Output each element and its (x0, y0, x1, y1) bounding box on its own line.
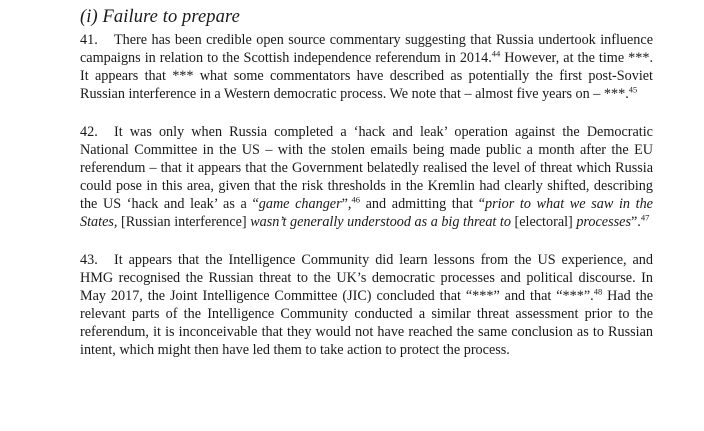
paragraph-text: ”. (630, 214, 641, 230)
section-heading: (i) Failure to prepare (80, 7, 240, 27)
footnote-ref[interactable]: 45 (628, 84, 638, 95)
paragraph-text: [electoral] (510, 214, 577, 230)
paragraph-42 (80, 123, 653, 231)
paragraph-text: It appears that the Intelligence Community did learn lessons from the US experience, and HMG recognised the Russian threat to the UK’s democratic processes and political discourse. In May 2017, the Joint Intelligence Committee (JIC) concluded that “***” and that “***”. (80, 252, 653, 304)
footnote-ref[interactable]: 47 (640, 212, 650, 223)
paragraph-text: ”, (341, 196, 352, 212)
quoted-text: wasn’t generally understood as a big threat to (250, 214, 511, 230)
quoted-text: processes (576, 214, 631, 230)
paragraph-text: However, at the time ***. It appears that *** what some commentators have described as potentially the first post-Soviet Russian interference in a Western democratic process. We note that – almost five years on – ***. (80, 50, 653, 102)
paragraph-text: [Russian interference] (117, 214, 251, 230)
footnote-ref[interactable]: 48 (593, 286, 603, 297)
paragraph-43 (80, 251, 653, 359)
document-page (80, 6, 653, 379)
paragraph-number: 42. (80, 124, 98, 140)
paragraph-text: It was only when Russia completed a ‘hack and leak’ operation against the Democratic National Committee in the US – with the stolen emails being made public a month after the EU referendum – that it appears that the Government belatedly realised the level of threat which Russia could pose in this area, given that the risk thresholds in the Kremlin had clearly shifted, describing the US ‘hack and leak’ as a “ (80, 124, 653, 212)
paragraph-number: 41. (80, 32, 98, 48)
quoted-text: game changer (258, 196, 342, 212)
footnote-ref[interactable]: 46 (351, 194, 360, 205)
footnote-ref[interactable]: 44 (491, 48, 501, 59)
quoted-text: prior to what we saw in the States, (80, 196, 653, 230)
paragraph-41 (80, 31, 653, 103)
paragraph-text: and admitting that “ (359, 196, 486, 212)
paragraph-text: There has been credible open source commentary suggesting that Russia undertook influence campaigns in relation to the Scottish independence referendum in 2014. (80, 32, 653, 66)
paragraph-number: 43. (80, 252, 98, 268)
paragraph-text: Had the relevant parts of the Intelligence Community conducted a similar threat assessment prior to the referendum, it is inconceivable that they would not have reached the same conclusion as to Russian intent, which might then have led them to take action to protect the process. (80, 288, 653, 358)
